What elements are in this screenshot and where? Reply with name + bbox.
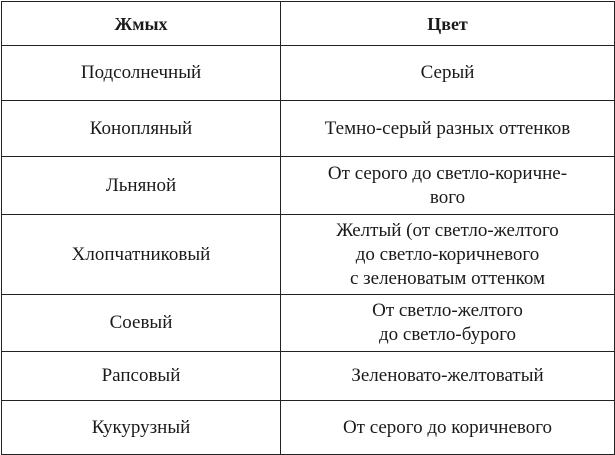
table-row	[2, 157, 615, 215]
meal-color-cell	[281, 352, 615, 401]
color-line: От светло-желтого	[372, 300, 523, 321]
meal-name-cell: Подсолнечный	[2, 46, 281, 101]
meal-color-cell	[281, 295, 615, 352]
color-line: Желтый (от светло-желтого	[336, 219, 559, 241]
color-line: Темно-серый разных оттенков	[324, 117, 571, 139]
table-row	[2, 295, 615, 352]
table-row	[2, 101, 615, 157]
meal-color-table	[1, 1, 615, 455]
meal-name-cell: Хлопчатниковый	[2, 215, 281, 295]
meal-color-cell	[281, 101, 615, 157]
meal-name-cell: Кукурузный	[2, 401, 281, 455]
color-line: От серого до коричневого	[342, 416, 553, 438]
meal-name-cell: Соевый	[2, 295, 281, 352]
meal-color-cell	[281, 46, 615, 101]
table-row	[2, 401, 615, 455]
header-color: Цвет	[281, 2, 615, 46]
color-line: вого	[429, 186, 466, 208]
table-row	[2, 46, 615, 101]
color-line: до светло-коричневого	[355, 243, 540, 265]
meal-color-table-container	[1, 1, 614, 454]
header-meal: Жмых	[2, 2, 281, 46]
color-line: От серого до светло-коричне-	[327, 162, 568, 184]
table-header-row	[2, 2, 615, 46]
meal-name-cell: Льняной	[2, 157, 281, 215]
color-line: до светло-бурого	[378, 324, 517, 345]
table-row	[2, 352, 615, 401]
meal-color-cell	[281, 157, 615, 215]
meal-color-cell	[281, 215, 615, 295]
color-line: Серый	[420, 62, 475, 83]
meal-color-cell	[281, 401, 615, 455]
table-row	[2, 215, 615, 295]
color-line: Зеленовато-желтоватый	[351, 365, 544, 386]
meal-name-cell: Рапсовый	[2, 352, 281, 401]
meal-name-cell: Конопляный	[2, 101, 281, 157]
color-line: с зеленоватым оттенком	[349, 267, 546, 289]
